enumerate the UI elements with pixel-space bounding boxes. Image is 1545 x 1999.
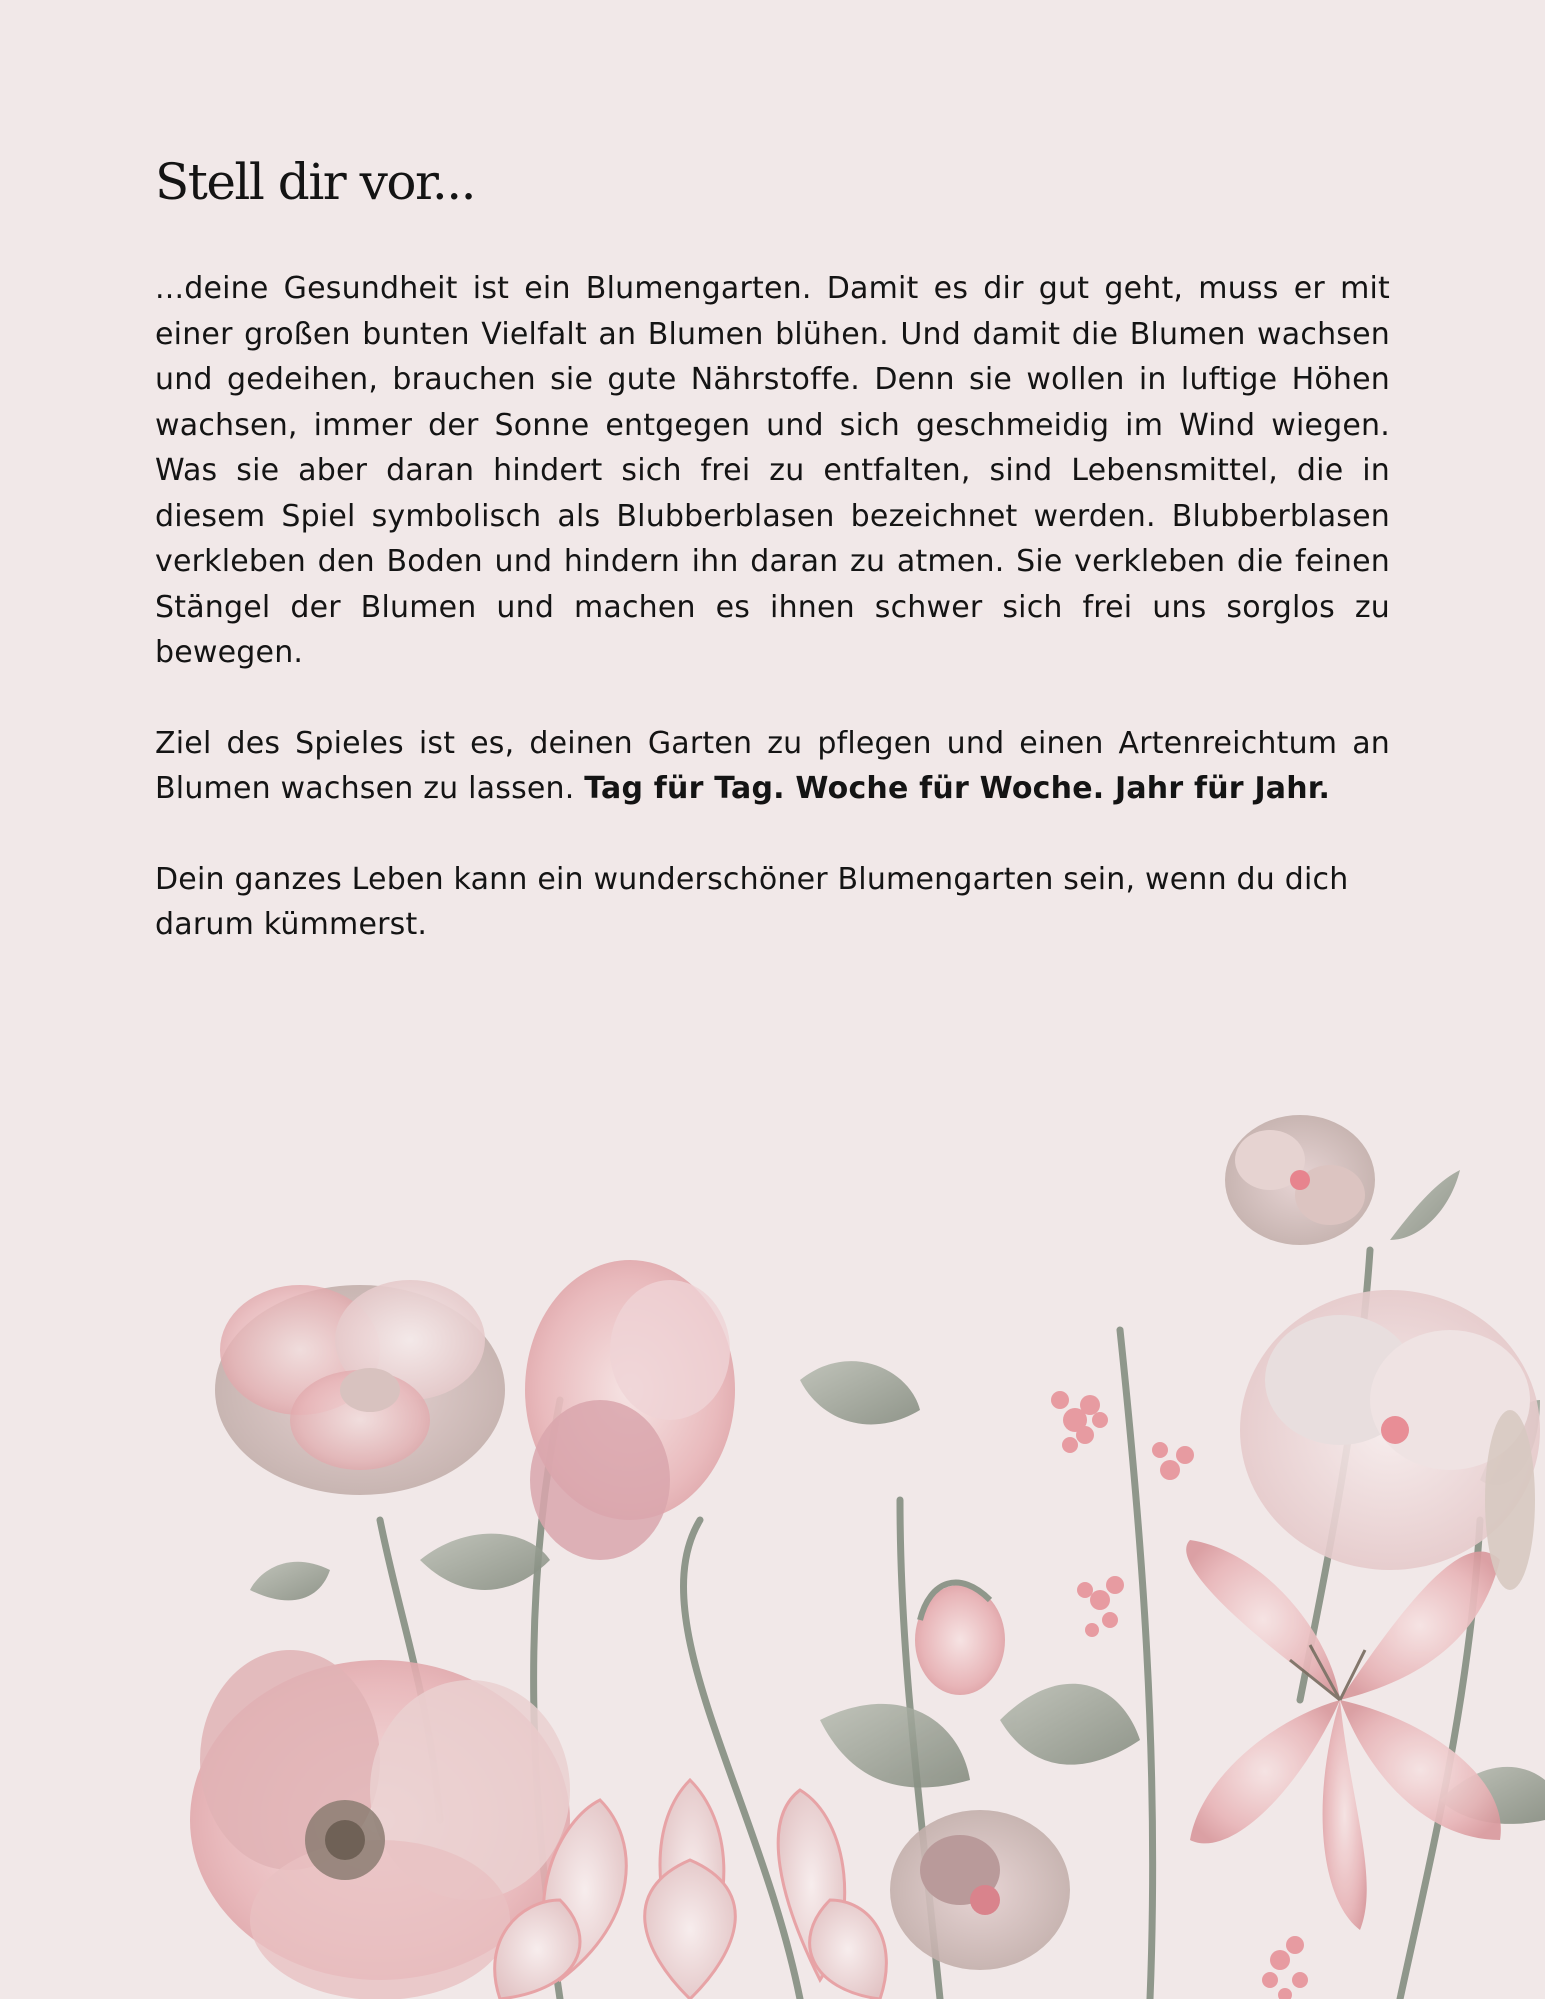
watercolor-flowers-illustration bbox=[0, 1100, 1545, 1999]
rose-flower bbox=[215, 1280, 505, 1495]
pansy-flower bbox=[890, 1810, 1070, 1970]
page-title: Stell dir vor... bbox=[155, 153, 476, 211]
leaf bbox=[420, 1534, 550, 1590]
text-content bbox=[155, 150, 1390, 948]
leaf bbox=[1390, 1170, 1460, 1240]
sweet-pea-flower bbox=[525, 1260, 735, 1560]
closing-paragraph: Dein ganzes Leben kann ein wunderschöner Blumengarten sein, wenn du dich darum kümmerst. bbox=[155, 861, 1349, 942]
lily-bud bbox=[1485, 1410, 1535, 1590]
goal-paragraph bbox=[155, 721, 1390, 812]
flower-bud bbox=[915, 1583, 1005, 1695]
hollyhock-flower bbox=[1225, 1115, 1375, 1245]
goal-text: Ziel des Spieles ist es, deinen Garten zu pflegen und einen Artenreichtum an Blumen wachsen zu lassen. bbox=[155, 725, 1390, 806]
leaf bbox=[1000, 1684, 1140, 1765]
goal-emphasis: Tag für Tag. Woche für Woche. Jahr für Jahr. bbox=[584, 771, 1331, 806]
leaf bbox=[800, 1361, 920, 1424]
leaf bbox=[820, 1704, 970, 1788]
leaf bbox=[250, 1562, 330, 1601]
intro-paragraph: ...deine Gesundheit ist ein Blumengarten. Damit es dir gut geht, muss er mit einer großen bunten Vielfalt an Blumen blühen. Und damit die Blumen wachsen und gedeihen, brauchen sie gute Nährstoffe. Denn sie wollen in luftige Höhen wachsen, immer der Sonne entgegen und sich geschmeidig im Wind wiegen. Was sie aber daran hindert sich frei zu entfalten, sind Lebensmittel, die in diesem Spiel symbolisch als Blubberblasen bezeichnet werden. Blubberblasen verkleben den Boden und hindern ihn daran zu atmen. Sie verkleben die feinen Stängel der Blumen und machen es ihnen schwer sich frei uns sorglos zu bewegen. bbox=[155, 271, 1390, 670]
